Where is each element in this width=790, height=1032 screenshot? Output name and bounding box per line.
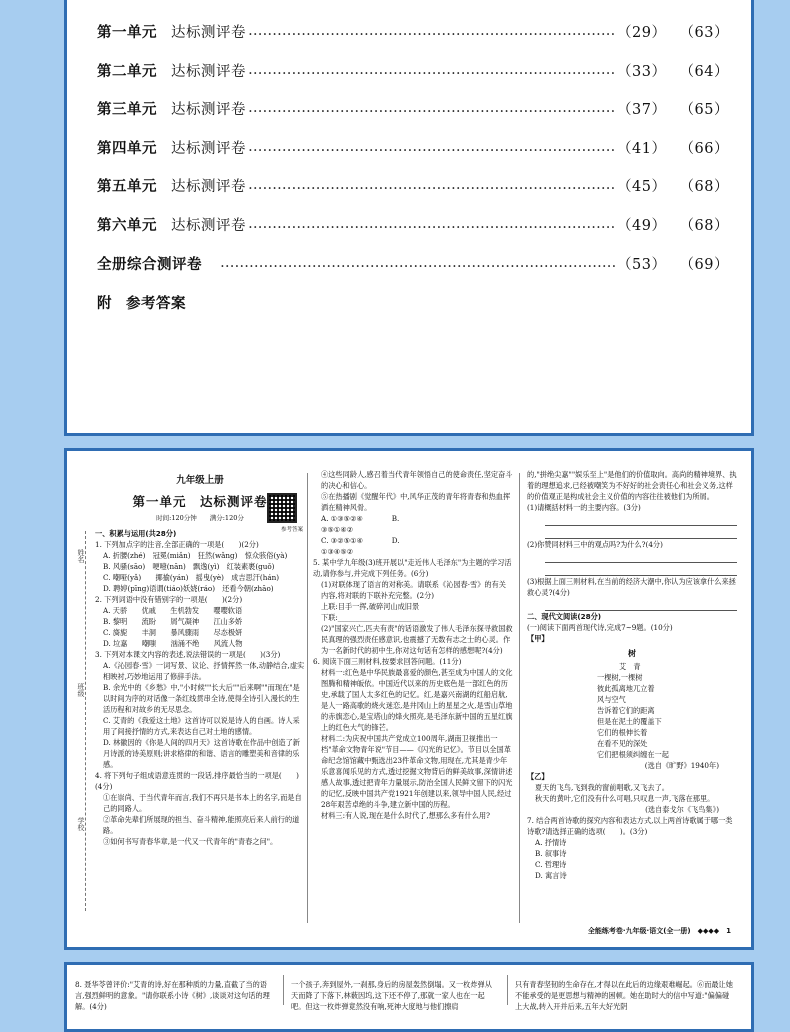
toc-leader-dots bbox=[248, 216, 615, 232]
poem-line: 风与空气 bbox=[597, 695, 626, 704]
toc-page-2: （64） bbox=[679, 63, 729, 80]
margin-label-school: 学校 bbox=[77, 817, 85, 831]
next-page bbox=[64, 962, 754, 1032]
margin-label-name: 姓名 bbox=[77, 549, 85, 563]
toc-unit-label: 第一单元 bbox=[97, 24, 157, 41]
toc-row-whole bbox=[97, 251, 729, 275]
toc-leader-dots bbox=[248, 100, 615, 116]
toc-row bbox=[97, 19, 729, 43]
toc-row bbox=[97, 135, 729, 159]
question-text: A. 抒情诗 B. 叙事诗 C. 哲理诗 D. 寓言诗 bbox=[535, 838, 581, 880]
toc-unit-label: 第二单元 bbox=[97, 63, 157, 80]
toc-page-1: （33） bbox=[617, 63, 667, 80]
question-text: B. 黎明 流盼 屑气凝神 江山多娇 bbox=[103, 617, 243, 626]
toc-unit-label: 第三单元 bbox=[97, 101, 157, 118]
question-text: A. 天骄 优戚 生机勃发 嘤嘤软语 bbox=[103, 606, 243, 615]
toc-title: 达标测评卷 bbox=[171, 24, 246, 41]
exam-meta: 时间:120分钟 满分:120分 bbox=[156, 514, 244, 522]
toc-title: 达标测评卷 bbox=[171, 140, 246, 157]
exam-page bbox=[64, 448, 754, 950]
toc-unit-label: 第四单元 bbox=[97, 140, 157, 157]
toc-title: 达标测评卷 bbox=[171, 63, 246, 80]
question-text: 5. 某中学九年级(3)班开展以"走近伟人毛泽东"为主题的学习活动,请你参与,并完成下列任务。(6分) bbox=[313, 558, 512, 578]
toc-page-2: （68） bbox=[679, 178, 729, 195]
toc-page-1: （37） bbox=[617, 101, 667, 118]
page-footer: 全能练考卷·九年级·语文(全一册) ◆◆◆◆ 1 bbox=[587, 927, 731, 935]
question-text: ④这些同龄人,感召着当代青年领悟自己的使命责任,坚定奋斗的决心和信心。 bbox=[321, 470, 513, 490]
answer-line[interactable] bbox=[545, 565, 737, 576]
column-divider bbox=[307, 473, 308, 923]
question-text: 下联:________________________ bbox=[321, 613, 425, 622]
toc-leader-dots bbox=[248, 23, 615, 39]
poem-line: 一棵树,一棵树 bbox=[597, 673, 643, 682]
toc-page-2: （66） bbox=[679, 140, 729, 157]
question-text: ①在崇尚、于当代青年而言,我们不再只是书本上的名字,而是自己的同路人。 bbox=[103, 793, 302, 813]
answer-line[interactable] bbox=[545, 552, 737, 563]
answer-line[interactable] bbox=[545, 515, 737, 526]
poem-line: 但是在泥土的覆盖下 bbox=[597, 717, 662, 726]
toc-row bbox=[97, 58, 729, 82]
question-text: A.《沁园春·雪》一词写景、议论、抒情挥然一体,动静结合,虚实相映衬,巧妙地运用了修辞手法。 bbox=[103, 661, 305, 681]
poem-line: 它们的根伸长着 bbox=[597, 728, 648, 737]
question-text: 材料二:为庆祝中国共产党成立100周年,湖南卫视推出一档"革命文物青年说"节目——《闪光的记忆》。节目以全国革命纪念馆馆藏中甄选出23件革命文物,用现在,尤其是青少年乐意喜闻乐见的方式,透过挖掘文物背后的鲜美故事,深情讲述感人故事,透过把青年力量展示,防治全国人民鲜文留下的闪光的记忆,反映中国共产党1921年创建以来,领导中国人民,经过28年艰苦卓绝的斗争,建立新中国的历程。 bbox=[321, 734, 513, 809]
question-text: 夏天的飞鸟,飞到我的窗前唱歌,又飞去了。 bbox=[535, 783, 669, 792]
toc-page-1: （29） bbox=[617, 24, 667, 41]
poem-line: 彼此孤离地兀立着 bbox=[597, 684, 655, 693]
question-text: C. 旖旎 丰洞 暴风骤雨 尽态极妍 bbox=[103, 628, 243, 637]
toc-row bbox=[97, 212, 729, 236]
next-column-1: 8. 聂华苓曾评价:"艾青的诗,好在那种质的力量,直截了当的语言,强烈鲜明的意象。"请你联系小诗《树》,谈谈对这句话的理解。(4分) bbox=[75, 980, 270, 1011]
qr-label: 参考答案 bbox=[280, 527, 303, 533]
question-text: 7. 结合两首诗歌的探究内容和表达方式,以上两首诗歌属于哪一类诗歌?请选择正确的选项( )。(3分) bbox=[527, 816, 733, 836]
toc-whole-unit: 全册综合测评卷 bbox=[97, 256, 202, 273]
question-text: 材料一:红色是中华民族最喜爱的颜色,甚至成为中国人的文化图腾和精神皈依。中国近代以来的历史底色是一部红色的历史,承载了国人太多红色的记忆。红,是嘉兴南湖的红船启航,是人一路高歌的烧火迷恋,是井冈山上的星星之火,是雪山草地的赤旗恋心,是宝塔山的烽火照亮,是毛泽东新中国的五星红旗上的红色大气的锋芒。 bbox=[321, 668, 513, 732]
question-text: (一)阅读下面两首现代诗,完成7~9题。(10分) bbox=[527, 623, 673, 632]
toc-page-1: （45） bbox=[617, 178, 667, 195]
question-text: 二、现代文阅读(28分) bbox=[527, 612, 602, 621]
poem-author: 艾 青 bbox=[619, 662, 641, 671]
question-text: (1)对联体现了语言的对称美。请联系《沁园春·雪》的有关内容,将对联的下联补充完整。(2分) bbox=[321, 580, 506, 600]
question-text: (选自泰戈尔《飞鸟集》) bbox=[645, 805, 719, 814]
margin-label-class: 班级 bbox=[77, 683, 85, 697]
question-text: C. 嘲哑(yǎ) 揶揄(yán) 摇曳(yè) 成吉思汗(hán) bbox=[103, 573, 280, 582]
toc-panel bbox=[64, 0, 754, 436]
toc-page-1: （49） bbox=[617, 217, 667, 234]
toc-title: 达标测评卷 bbox=[171, 101, 246, 118]
binding-margin bbox=[71, 531, 89, 911]
question-text: (1)请概括材料一的主要内容。(3分) bbox=[527, 503, 641, 512]
toc-row-answer bbox=[97, 290, 729, 314]
answer-line[interactable] bbox=[545, 600, 737, 611]
question-text: A. 折腰(zhé) 冠冕(miǎn) 狂然(wǎng) 惊众骇俗(yà) bbox=[103, 551, 288, 560]
toc-whole-p2: （69） bbox=[679, 256, 729, 273]
question-text: 一、积累与运用(共28分) bbox=[95, 529, 177, 538]
question-text: 4. 将下列句子组成语意连贯的一段话,排序最恰当的一项是( )(4分) bbox=[95, 771, 299, 791]
column-divider bbox=[507, 975, 508, 1005]
poem-line: 在看不见的深处 bbox=[597, 739, 648, 748]
question-text: (3)根据上面三则材料,在当前的经济大潮中,你认为应该拿什么来拯救心灵?(4分) bbox=[527, 577, 736, 597]
question-text: (2)你赞同材料三中的观点吗?为什么?(4分) bbox=[527, 540, 663, 549]
question-text: B. 风骚(sāo) 哽噎(nān) 飘逸(yì) 红装素裹(guǒ) bbox=[103, 562, 275, 571]
question-text: 【甲】 bbox=[527, 634, 549, 643]
toc-whole-p1: （53） bbox=[617, 256, 667, 273]
question-text: D. 聘婷(pīng)语谓(tiáo)妖娆(ráo) 还看今朝(zhāo) bbox=[103, 584, 274, 593]
question-text: ⑤在热播剧《觉醒年代》中,风华正茂的青年将青春和热血挥洒在精神风骨。 bbox=[321, 492, 511, 512]
question-text: A. ①③⑤②④ B. ③⑤①④② bbox=[321, 514, 400, 534]
exam-column-2 bbox=[313, 469, 513, 821]
question-text: D. 垃嘉 嘲嗤 汹涌不绝 风流人物 bbox=[103, 639, 243, 648]
question-text: 秋天的黄叶,它们没有什么可唱,只叹息一声,飞落在那里。 bbox=[535, 794, 715, 803]
toc-leader-dots bbox=[248, 62, 615, 78]
question-text: C. ③②⑤①④ D. ①③④⑤② bbox=[321, 536, 400, 556]
question-text: B. 余光中的《乡愁》中,"小时候""长大后""后来啊""而现在"是以时间为序的对话像一条红线贯串全诗,使得全诗引入漫长的生活历程和对故乡的无尽思念。 bbox=[103, 683, 300, 714]
toc-page-2: （63） bbox=[679, 24, 729, 41]
poem-line: 它们把根须纠缠在一起 bbox=[597, 750, 669, 759]
toc-unit-label: 第五单元 bbox=[97, 178, 157, 195]
answer-line[interactable] bbox=[545, 528, 737, 539]
toc-leader-dots bbox=[220, 255, 615, 271]
question-text: D. 林徽因的《你是人间的四月天》这首诗歌在作品中创造了新月诗派的诗美原则;讲求格律的和谐、语言的雕塑美和音律的乐感。 bbox=[103, 738, 300, 769]
question-text: 2. 下列词语中没有错别字的一项是( )(2分) bbox=[95, 595, 243, 604]
exam-column-1 bbox=[95, 469, 305, 847]
cut-line bbox=[85, 531, 86, 911]
question-text: ②革命先辈们所展现的担当、奋斗精神,能照亮后来人前行的道路。 bbox=[103, 815, 300, 835]
toc-title: 达标测评卷 bbox=[171, 217, 246, 234]
question-text: 材料三:有人说,现在是什么时代了,想那么多有什么用? bbox=[321, 811, 490, 820]
toc-page-2: （68） bbox=[679, 217, 729, 234]
question-text: 上联:目手一挥,破碎河山成旧景 bbox=[321, 602, 420, 611]
grade-heading: 九年级上册 bbox=[176, 475, 224, 486]
next-column-3: 只有青春坚韧的生命存在,才得以在此后的边缘艰难崛起。⑥而最让她不能承受的是更思想与精神的困顿。她在助时大的信中写道:"偏偏碰上大战,转入开并后来,五年大好光阴 bbox=[515, 980, 733, 1011]
exam-column-3 bbox=[527, 469, 737, 881]
question-text: 6. 阅读下面三则材料,按要求回答问题。(11分) bbox=[313, 657, 462, 666]
poem-source: (选自《旷野》1940年) bbox=[644, 761, 719, 770]
toc-answer-unit: 附 bbox=[97, 295, 112, 312]
column-divider bbox=[519, 473, 520, 923]
toc-page-2: （65） bbox=[679, 101, 729, 118]
toc-leader-dots bbox=[248, 177, 615, 193]
toc-page-1: （41） bbox=[617, 140, 667, 157]
next-column-2: 一个孩子,奔到屋外,一刹那,身后的房屋轰然倒塌。又一枚炸弹从天而降了下落下,林薮因坞,这下还不停了,那就一家人也在一起吧。但这一枚炸弹竟然没有响,死神大度地与他们擦肩 bbox=[291, 980, 492, 1011]
toc-answer-title: 参考答案 bbox=[126, 295, 186, 312]
column-divider bbox=[283, 975, 284, 1005]
question-text: 的,"拼绝尖嘉""娱乐至上"是他们的价值取向。高尚的精神境界、执着的理想追求,已经被嘲笑为不好好的社会责任心和社会义务,这样的价值观正是构成社会主义价值的内容往往被他们为所屑。 bbox=[527, 470, 737, 501]
question-text: ③如何书写青春华章,是一代又一代青年的"青春之问"。 bbox=[103, 837, 278, 846]
question-text: 【乙】 bbox=[527, 772, 549, 781]
question-text: C. 艾青的《我爱这土地》这首诗可以说是诗人的自画。诗人采用了间接抒情的方式,来表达自己对土地的感情。 bbox=[103, 716, 300, 736]
exam-title: 第一单元 达标测评卷 bbox=[132, 494, 268, 509]
toc-row bbox=[97, 173, 729, 197]
question-text: 1. 下列加点字的注音,全部正确的一项是( )(2分) bbox=[95, 540, 259, 549]
poem-title: 树 bbox=[628, 648, 636, 658]
toc-unit-label: 第六单元 bbox=[97, 217, 157, 234]
toc-row bbox=[97, 96, 729, 120]
toc-title: 达标测评卷 bbox=[171, 178, 246, 195]
poem-line: 告诉着它们的距离 bbox=[597, 706, 655, 715]
qr-code bbox=[267, 493, 297, 523]
toc-leader-dots bbox=[248, 139, 615, 155]
question-text: (2)"国家兴亡,匹夫有责"的话语激发了伟人毛泽东探寻救国救民真理的强烈责任感意识,也震撼了无数有志之士的心灵。作为一名新时代的初中生,你对这句话有怎样的感想呢?(4分) bbox=[321, 624, 513, 655]
question-text: 3. 下列对本课文内容的表述,说法错误的一项是( )(3分) bbox=[95, 650, 281, 659]
